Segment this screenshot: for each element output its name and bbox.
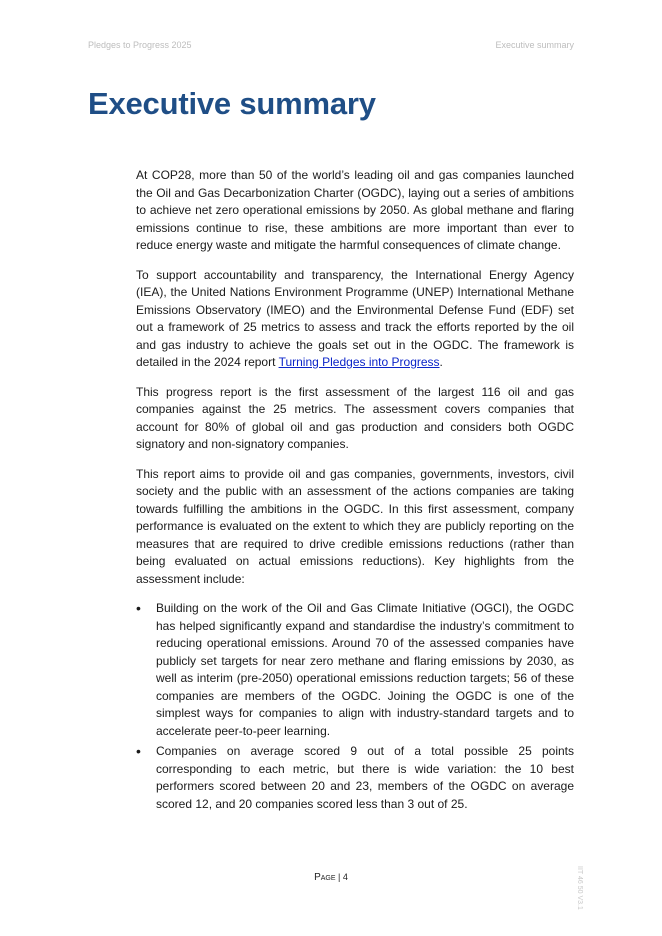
list-item-text: Companies on average scored 9 out of a total possible 25 points corresponding to each metric, but there is wide variation: the 10 best performers scored between 20 and 23, members of the OGDC on average scored 12, and 20 companies scored less than 3 out of 25. — [156, 744, 574, 811]
page-footer — [0, 872, 662, 883]
body-text — [136, 167, 574, 816]
document-code: IIT 46 50 V3.1 — [576, 866, 583, 910]
paragraph-2-text: To support accountability and transparency, the International Energy Agency (IEA), the United Nations Environment Programme (UNEP) International Methane Emissions Observatory (IMEO) and the Environmental Defense Fund (EDF) set out a framework of 25 metrics to assess and track the efforts reported by the oil and gas industry to achieve the goals set out in the OGDC. The framework is detailed in the 2024 report — [136, 267, 574, 369]
running-header-section: Executive summary — [495, 40, 574, 50]
paragraph-2-end: . — [439, 355, 443, 369]
paragraph-4: This report aims to provide oil and gas companies, governments, investors, civil society and the public with an assessment of the actions companies are taking towards fulfilling the ambitions in the OGDC. In this first assessment, company performance is evaluated on the extent to which they are publicly reporting on the measures that are required to drive credible emissions reductions (rather than being evaluated on actual emissions reductions). Key highlights from the assessment include: — [136, 466, 574, 586]
page-label: Page — [314, 872, 336, 883]
paragraph-3: This progress report is the first assessment of the largest 116 oil and gas companies against the 25 metrics. The assessment covers companies that account for 80% of global oil and gas production and considers both OGDC signatory and non-signatory companies. — [136, 384, 574, 451]
list-item — [136, 743, 574, 813]
list-item — [136, 600, 574, 740]
bullet-icon: • — [136, 600, 141, 616]
bullet-icon: • — [136, 743, 141, 759]
list-item-text: Building on the work of the Oil and Gas Climate Initiative (OGCI), the OGDC has helped significantly expand and standardise the industry’s commitment to reducing operational emissions. Around 70 of the assessed companies have publicly set targets for near zero methane and flaring emissions by 2030, as well as interim (pre-2050) operational emissions reduction targets; 56 of these companies are members of the OGDC. Joining the OGDC is one of the simplest ways for companies to align with industry-standard targets and to accelerate peer-to-peer learning. — [156, 601, 574, 738]
key-highlights-list — [136, 600, 574, 813]
page-title: Executive summary — [88, 86, 376, 121]
page-separator: | — [338, 872, 341, 882]
paragraph-2 — [136, 267, 574, 372]
paragraph-1: At COP28, more than 50 of the world’s leading oil and gas companies launched the Oil and Gas Decarbonization Charter (OGDC), laying out a series of ambitions to achieve net zero operational emissions by 2050. As global methane and flaring emissions continue to rise, these ambitions are more important than ever to reduce energy waste and mitigate the harmful consequences of climate change. — [136, 168, 574, 252]
running-header-title: Pledges to Progress 2025 — [88, 40, 192, 50]
turning-pledges-link[interactable]: Turning Pledges into Progress — [278, 355, 440, 369]
page-number: 4 — [342, 872, 348, 882]
